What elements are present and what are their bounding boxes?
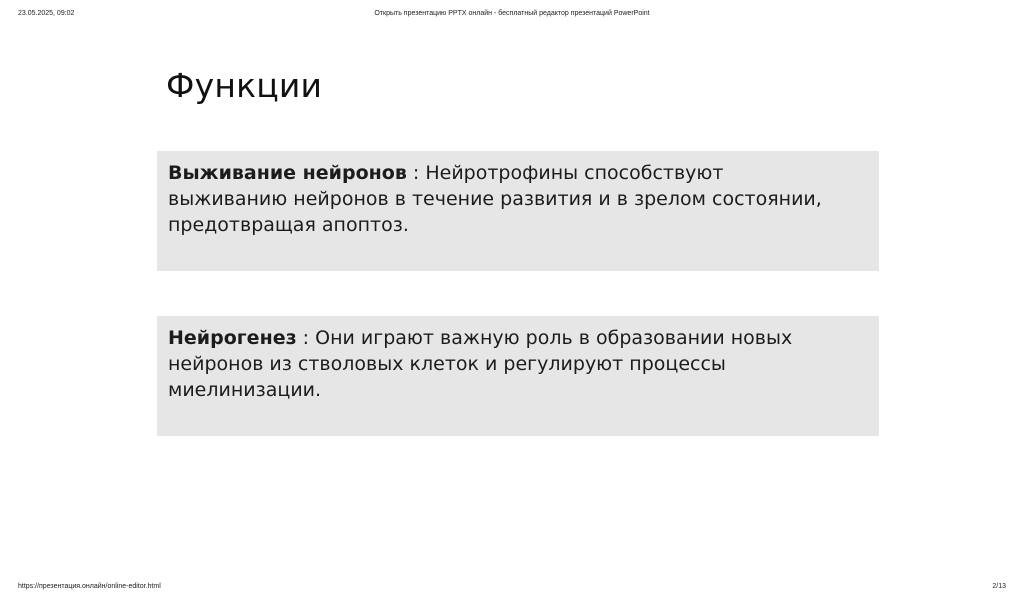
card-separator: : [406, 162, 426, 184]
card-term: Нейрогенез [168, 327, 297, 349]
card-text [168, 325, 848, 403]
print-datetime: 23.05.2025, 09:02 [18, 10, 75, 17]
card-separator: : [296, 327, 316, 349]
card-description: Нейротрофины способствуют выживанию нейронов в течение развития и в зрелом состоянии, предотвращая апоптоз. [168, 162, 822, 236]
print-url: https://презентация.онлайн/online-editor.html [18, 583, 161, 590]
card-term: Выживание нейронов [168, 162, 407, 184]
print-page-counter: 2/13 [992, 583, 1006, 590]
print-page-title: Открыть презентацию PPTX онлайн - бесплатный редактор презентаций PowerPoint [374, 10, 650, 17]
card-text [168, 160, 848, 238]
function-card-neuron-survival [157, 151, 879, 271]
card-description: Они играют важную роль в образовании новых нейронов из стволовых клеток и регулируют процессы миелинизации. [168, 327, 793, 401]
function-card-neurogenesis [157, 316, 879, 436]
slide-title: Функции [166, 66, 323, 105]
